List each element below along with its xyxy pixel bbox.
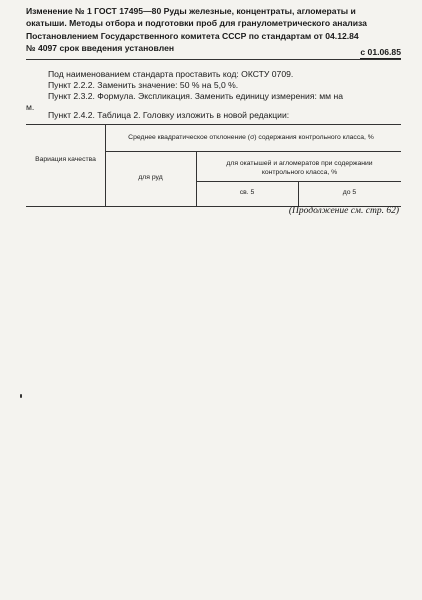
decree-line-2: № 4097 срок введения установлен bbox=[26, 43, 175, 53]
cell-quality-variation: Вариация качества bbox=[35, 156, 96, 163]
decree-line-1: Постановлением Государственного комитета СССР по стандартам от 04.12.84 bbox=[26, 31, 359, 41]
heading-line-2: окатыши. Методы отбора и подготовки проб для гранулометрического анализа bbox=[26, 18, 367, 28]
amendment-heading bbox=[26, 5, 401, 29]
decree-text bbox=[26, 30, 401, 54]
paragraph-code: Под наименованием стандарта проставить код: ОКСТУ 0709. bbox=[48, 69, 294, 79]
paragraph-2-4-2: Пункт 2.4.2. Таблица 2. Головку изложить в новой редакции: bbox=[48, 110, 290, 120]
scan-speck bbox=[20, 394, 22, 398]
cell-over-5: св. 5 bbox=[239, 189, 255, 196]
continued-note: (Продолжение см. стр. 62) bbox=[288, 206, 399, 216]
table-hline-2 bbox=[196, 181, 401, 182]
paragraph-2-3-2: Пункт 2.3.2. Формула. Экспликация. Заменить единицу измерения: мм на м. bbox=[26, 91, 343, 112]
table-hline-1 bbox=[105, 151, 401, 152]
cell-up-to-5: до 5 bbox=[342, 189, 357, 196]
table-2-header bbox=[26, 124, 401, 207]
cell-for-ores: для руд bbox=[138, 174, 163, 181]
cell-for-pellets: для окатышей и агломератов при содержании контрольного класса, % bbox=[226, 160, 373, 176]
table-vline-1 bbox=[105, 125, 106, 206]
table-vline-2 bbox=[196, 151, 197, 206]
cell-std-deviation: Среднее квадратическое отклонение (σ) содержания контрольного класса, % bbox=[128, 134, 374, 141]
heading-line-1: Изменение № 1 ГОСТ 17495—80 Руды железные, концентраты, агломераты и bbox=[26, 6, 356, 16]
paragraph-2-2-2: Пункт 2.2.2. Заменить значение: 50 % на 5,0 %. bbox=[48, 80, 239, 90]
header-divider bbox=[26, 59, 401, 60]
effective-date: с 01.06.85 bbox=[360, 47, 401, 57]
